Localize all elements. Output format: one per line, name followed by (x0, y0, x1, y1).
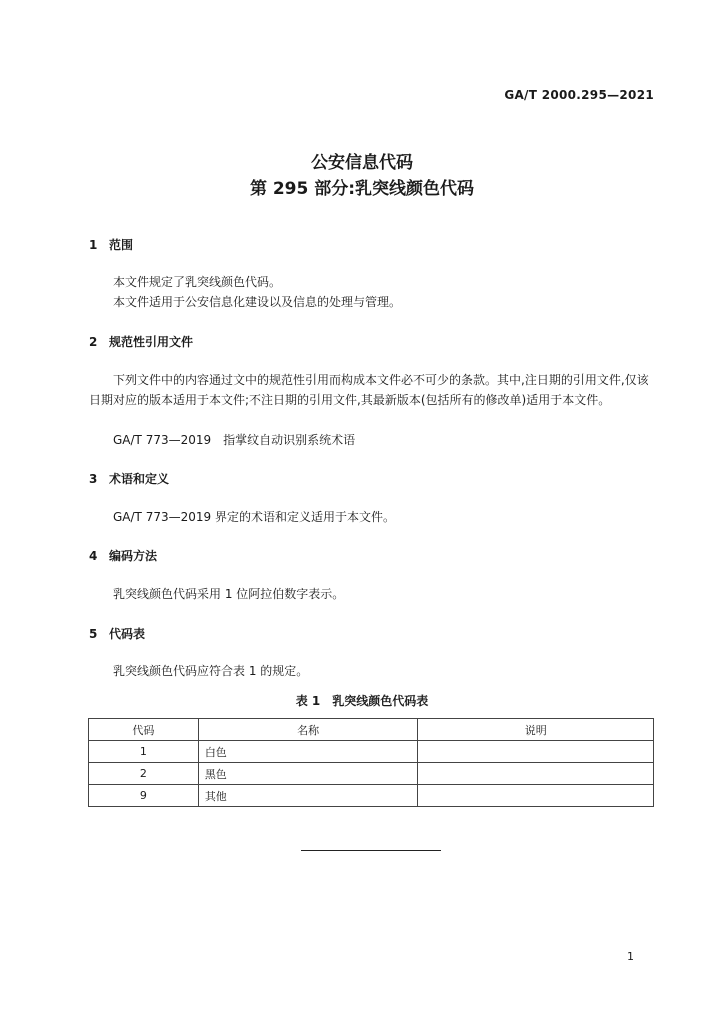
end-of-document-line (301, 850, 441, 851)
section-title: 范围 (109, 238, 134, 252)
section-title: 规范性引用文件 (109, 335, 194, 349)
section-number: 2 (89, 335, 98, 349)
page-number: 1 (627, 950, 634, 963)
table-row (89, 741, 654, 763)
document-subtitle: 第 295 部分:乳突线颜色代码 (249, 179, 475, 199)
document-title: 公安信息代码 (311, 153, 413, 173)
cell-name: 白色 (198, 741, 418, 763)
section-heading-normative-references (89, 333, 193, 350)
section-heading-scope (89, 236, 133, 253)
section-heading-code-table (89, 625, 145, 642)
cell-name: 其他 (198, 785, 418, 807)
cell-note (418, 763, 654, 785)
column-header-code: 代码 (89, 719, 199, 741)
cell-code: 1 (89, 741, 199, 763)
document-code: GA/T 2000.295—2021 (504, 88, 654, 102)
section-heading-terms (89, 470, 169, 487)
cell-code: 9 (89, 785, 199, 807)
section-number: 5 (89, 627, 98, 641)
code-table (88, 718, 654, 807)
section-heading-coding-method (89, 547, 157, 564)
section-number: 4 (89, 549, 98, 563)
section-title: 术语和定义 (109, 472, 170, 486)
cell-note (418, 741, 654, 763)
column-header-name: 名称 (198, 719, 418, 741)
table-caption: 表 1 乳突线颜色代码表 (295, 694, 429, 708)
section-title: 编码方法 (109, 549, 158, 563)
cell-name: 黑色 (198, 763, 418, 785)
table-row (89, 785, 654, 807)
reference-entry: GA/T 773—2019 指掌纹自动识别系统术语 (113, 433, 356, 447)
section-number: 1 (89, 238, 98, 252)
cell-note (418, 785, 654, 807)
paragraph: 下列文件中的内容通过文中的规范性引用而构成本文件必不可少的条款。其中,注日期的引用文件,仅该日期对应的版本适用于本文件;不注日期的引用文件,其最新版本(包括所有的修改单)适用于本文件。 (89, 373, 649, 407)
paragraph: 本文件规定了乳突线颜色代码。 (113, 275, 282, 289)
section-number: 3 (89, 472, 98, 486)
section-title: 代码表 (109, 627, 146, 641)
column-header-note: 说明 (418, 719, 654, 741)
paragraph: 乳突线颜色代码采用 1 位阿拉伯数字表示。 (113, 587, 345, 601)
paragraph: 乳突线颜色代码应符合表 1 的规定。 (113, 664, 309, 678)
table-row (89, 763, 654, 785)
paragraph: 本文件适用于公安信息化建设以及信息的处理与管理。 (113, 295, 402, 309)
cell-code: 2 (89, 763, 199, 785)
paragraph: GA/T 773—2019 界定的术语和定义适用于本文件。 (113, 510, 395, 524)
table-header-row (89, 719, 654, 741)
